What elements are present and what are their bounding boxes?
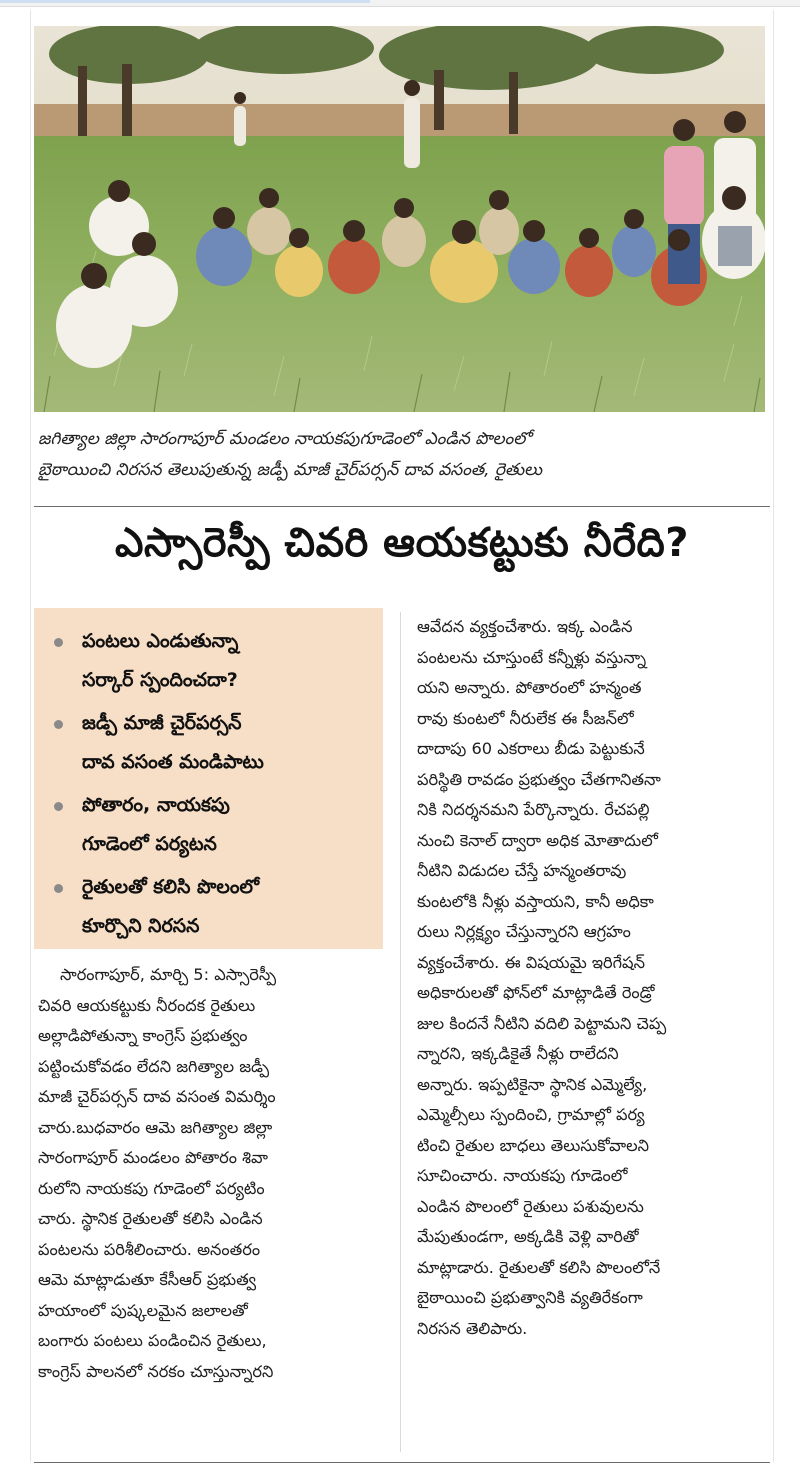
bullet-icon xyxy=(54,638,63,647)
body-line: నుంచి కెనాల్ ద్వారా అధిక మోతాదులో xyxy=(417,830,658,850)
highlight-line: పోతారం, నాయకపు xyxy=(82,794,230,816)
body-line: అల్లాడిపోతున్నా కాంగ్రెస్ ప్రభుత్వం xyxy=(38,1026,248,1045)
body-line: నీటిని విడుదల చేస్తే హన్మంతరావు xyxy=(417,861,627,880)
body-line: చారు.బుధవారం ఆమె జగిత్యాల జిల్లా xyxy=(38,1117,273,1137)
highlight-line: పంటలు ఎండుతున్నా xyxy=(82,630,239,652)
body-line: యని అన్నారు. పోతారంలో హన్మంత xyxy=(417,678,642,697)
body-line: సారంగాపూర్ మండలం పోతారం శివా xyxy=(38,1148,268,1167)
caption-line: బైఠాయించి నిరసన తెలుపుతున్న జడ్పీ మాజీ చైర్‌పర్సన్ దావ వసంత, రైతులు xyxy=(38,460,543,480)
caption-rule xyxy=(34,506,770,507)
body-line: అధికారులతో ఫోన్‌లో మాట్లాడితే రెండ్రో xyxy=(417,983,655,1002)
body-line: కాంగ్రెస్ పాలనలో నరకం చూస్తున్నారని xyxy=(38,1361,274,1381)
body-line: చారు. స్థానిక రైతులతో కలిసి ఎండిన xyxy=(38,1209,263,1228)
caption-line: జగిత్యాల జిల్లా సారంగాపూర్ మండలం నాయకపుగూడెంలో ఎండిన పొలంలో xyxy=(38,429,531,449)
body-line: టించి రైతుల బాధలు తెలుసుకోవాలని xyxy=(417,1135,649,1155)
body-line: పరిస్థితి రావడం ప్రభుత్వం చేతగానితనా xyxy=(417,769,661,789)
body-line: రావు కుంటలో నీరులేక ఈ సీజన్‌లో xyxy=(417,708,634,728)
body-line: పట్టించుకోవడం లేదని జగిత్యాల జడ్పీ xyxy=(38,1056,270,1076)
body-line: ఆమె మాట్లాడుతూ కేసీఆర్ ప్రభుత్వ xyxy=(38,1270,256,1289)
viewer-tab-accent xyxy=(0,0,370,3)
body-line: బంగారు పంటలు పండించిన రైతులు, xyxy=(38,1331,267,1350)
body-line: అన్నారు. ఇప్పటికైనా స్థానిక ఎమ్మెల్యే, xyxy=(417,1074,648,1094)
body-line: రులోని నాయకపు గూడెంలో పర్యటిం xyxy=(38,1178,265,1198)
body-line: బైఠాయించి ప్రభుత్వానికి వ్యతిరేకంగా xyxy=(417,1288,643,1307)
body-line: రులు నిర్లక్ష్యం చేస్తున్నారని ఆగ్రహం xyxy=(417,922,631,941)
body-line: సారంగాపూర్, మార్చి 5: ఎస్సారెస్పీ xyxy=(60,965,277,984)
body-line: దాదాపు 60 ఎకరాలు బీడు పెట్టుకునే xyxy=(417,739,645,758)
highlights-box xyxy=(34,608,383,949)
field-protest-photo-drawing xyxy=(34,26,765,412)
body-line: ఎండిన పొలంలో రైతులు పశువులను xyxy=(417,1196,644,1216)
article-column-left xyxy=(38,960,386,1387)
body-line: మాజీ చైర్‌పర్సన్ దావ వసంత విమర్శిం xyxy=(38,1087,276,1106)
viewer-top-bar xyxy=(0,0,800,7)
highlight-line: గూడెంలో పర్యటన xyxy=(82,833,217,855)
bullet-icon xyxy=(54,802,63,811)
bottom-rule xyxy=(34,1462,770,1463)
highlight-line: రైతులతో కలిసి పొలంలో xyxy=(82,876,260,898)
body-line: చివరి ఆయకట్టుకు నీరందక రైతులు xyxy=(38,995,256,1015)
highlight-line: కూర్చొని నిరసన xyxy=(82,915,200,937)
photo-caption xyxy=(38,424,762,486)
news-photo xyxy=(34,26,765,412)
body-line: మాట్లాడారు. రైతులతో కలిసి పొలంలోనే xyxy=(417,1257,661,1277)
column-divider xyxy=(400,612,401,1452)
bullet-icon xyxy=(54,884,63,893)
body-line: మేపుతుండగా, అక్కడికి వెళ్లి వారితో xyxy=(417,1227,639,1246)
highlight-line: దావ వసంత మండిపాటు xyxy=(82,751,264,773)
body-line: నికి నిదర్శనమని పేర్కొన్నారు. రేచపల్లి xyxy=(417,800,650,819)
body-line: కుంటలోకి నీళ్లు వస్తాయని, కానీ అధికా xyxy=(417,891,654,911)
body-line: జుల కిందనే నీటిని వదిలి పెట్టామని చెప్ప xyxy=(417,1013,667,1033)
body-line: సూచించారు. నాయకపు గూడెంలో xyxy=(417,1166,628,1185)
body-line: నిరసన తెలిపారు. xyxy=(417,1318,528,1338)
article-column-right xyxy=(417,612,767,1344)
body-line: ఎమ్మెల్సీలు స్పందించి, గ్రామాల్లో పర్య xyxy=(417,1105,645,1124)
body-line: వ్యక్తంచేశారు. ఈ విషయమై ఇరిగేషన్ xyxy=(417,952,645,972)
headline: ఎస్సారెస్పీ చివరి ఆయకట్టుకు నీరేది? xyxy=(115,520,689,566)
highlight-line: సర్కార్ స్పందించదా? xyxy=(82,669,238,691)
highlight-line: జడ్పీ మాజీ చైర్‌పర్సన్ xyxy=(82,712,242,734)
body-line: హయాంలో పుష్కలమైన జలాలతో xyxy=(38,1300,248,1320)
bullet-icon xyxy=(54,720,63,729)
body-line: పంటలను చూస్తుంటే కన్నీళ్లు వస్తున్నా xyxy=(417,647,647,667)
body-line: న్నారని, ఇక్కడికైతే నీళ్లు రాలేదని xyxy=(417,1044,619,1063)
body-line: ఆవేదన వ్యక్తంచేశారు. ఇక్క ఎండిన xyxy=(417,617,633,636)
body-line: పంటలను పరిశీలించారు. అనంతరం xyxy=(38,1239,261,1259)
